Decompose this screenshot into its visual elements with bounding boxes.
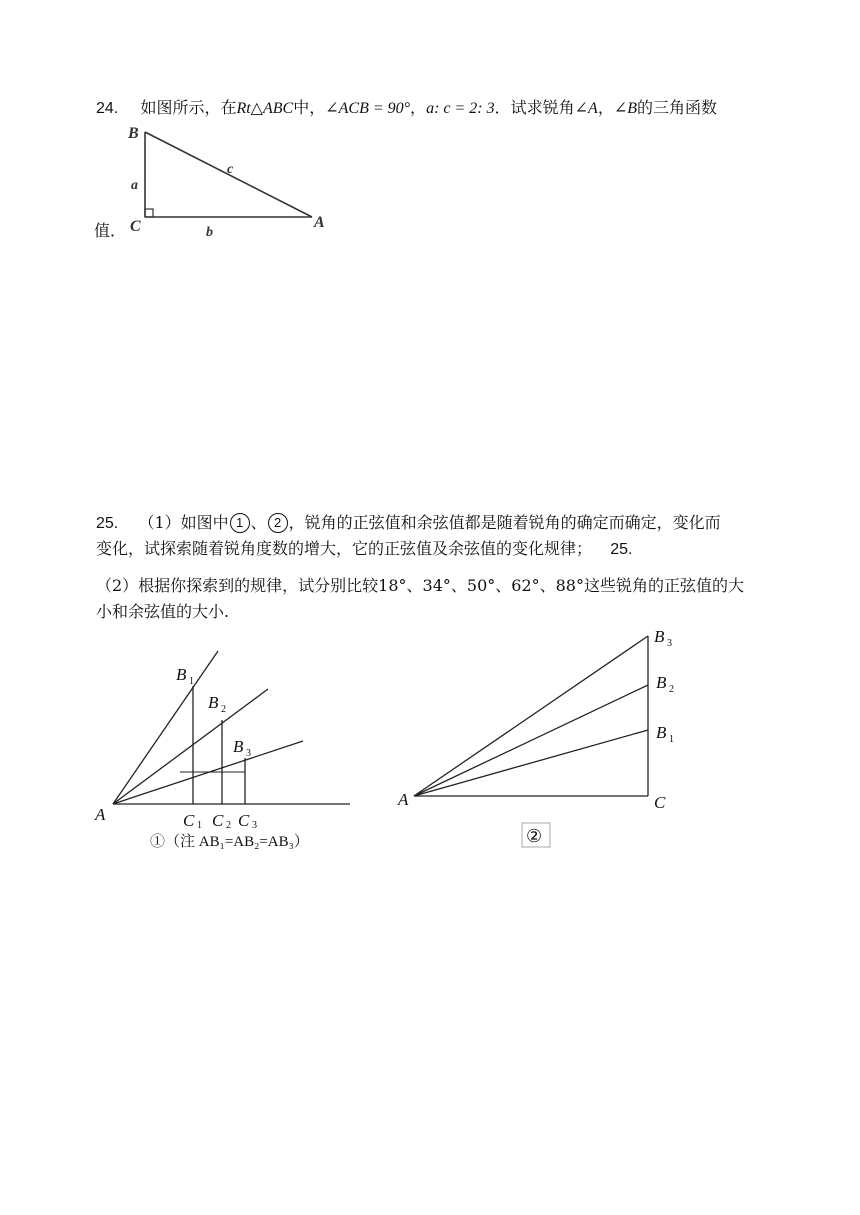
fig2-b2-label: B (656, 673, 667, 692)
q25-p1-text-a: （1）如图中 (138, 513, 229, 532)
circled-number-1: 1 (230, 513, 250, 533)
fig1-ray-b1 (113, 651, 218, 804)
q24-text-5: ， (597, 98, 614, 117)
fig1-c2-sub: 2 (226, 820, 231, 831)
fig2-vertex-c: C (654, 793, 666, 812)
fig2-vertex-a: A (398, 790, 409, 809)
q25-p1-line2-tail: 25. (610, 541, 633, 558)
circled-number-2: 2 (268, 513, 288, 533)
side-b-label: b (206, 225, 213, 240)
fig1-b2-label: B (208, 693, 219, 712)
fig1-b2-sub: 2 (221, 704, 226, 715)
q25-sep: 、 (250, 513, 267, 532)
q25-number: 25. (96, 515, 119, 532)
vertex-b-label: B (128, 125, 139, 142)
fig2-b1-sub: 1 (669, 734, 674, 745)
side-c-line (145, 132, 312, 217)
q25-line2 (96, 538, 632, 561)
fig2-b2-sub: 2 (669, 684, 674, 695)
fig2-ray-b1 (414, 730, 648, 796)
fig1-b3-sub: 3 (246, 748, 251, 759)
fig2-caption-frame (522, 823, 550, 847)
fig1-c1-sub: 1 (197, 820, 202, 831)
fig1-ray-b2 (113, 689, 268, 804)
fig2-b3-label: B (654, 627, 665, 646)
q24-expr-b: ∠B (613, 100, 638, 117)
q25-line1 (96, 512, 721, 535)
fig1-caption: ①（注 AB₁=AB₂=AB₃） (150, 834, 309, 850)
fig1-c2-label: C (212, 811, 224, 830)
q24-text-1: 如图所示，在 (140, 98, 237, 117)
q24-text-3: ， (410, 98, 427, 117)
vertex-c-label: C (130, 218, 141, 235)
fig1-c3-label: C (238, 811, 250, 830)
fig2-b1-label: B (656, 723, 667, 742)
q24-line1 (96, 97, 717, 120)
q24-text-4: ．试求锐角 (494, 98, 575, 117)
q24-text-6: 的三角函数 (637, 98, 718, 117)
q24-expr-ratio: a: c = 2: 3 (426, 100, 495, 117)
q24-text-2: 中， (293, 98, 326, 117)
fig1-c1-label: C (183, 811, 195, 830)
fig1-b1-sub: 1 (189, 676, 194, 687)
q24-expr-angle: ∠ACB = 90° (325, 100, 411, 117)
fig2-ray-b2 (414, 685, 648, 796)
fig2-b3-sub: 3 (667, 638, 672, 649)
q24-expr-rt: Rt△ABC (236, 100, 294, 117)
q24-number: 24. (96, 100, 119, 117)
q25-p1-text-b: ，锐角的正弦值和余弦值都是随着锐角的确定而确定，变化而 (288, 513, 721, 532)
fig1-ray-b3 (113, 741, 303, 804)
vertex-a-label: A (314, 214, 325, 231)
side-a-label: a (131, 178, 138, 193)
fig2-ray-b3 (414, 636, 648, 796)
fig2-caption: ② (526, 826, 543, 846)
side-c-label: c (227, 162, 234, 177)
q24-expr-a: ∠A (574, 100, 598, 117)
fig1-vertex-a: A (95, 805, 106, 824)
q25-line3: （2）根据你探索到的规律，试分别比较18°、34°、50°、62°、88°这些锐角的正弦值的大 (96, 576, 744, 595)
fig1-c3-sub: 3 (252, 820, 257, 831)
fig1-b1-label: B (176, 665, 187, 684)
right-angle-mark (145, 209, 153, 217)
q25-line4: 小和余弦值的大小. (96, 602, 230, 621)
q25-p1-line2: 变化，试探索随着锐角度数的增大，它的正弦值及余弦值的变化规律； (96, 539, 593, 558)
fig1-b3-label: B (233, 737, 244, 756)
q24-line2: 值． (94, 221, 127, 240)
